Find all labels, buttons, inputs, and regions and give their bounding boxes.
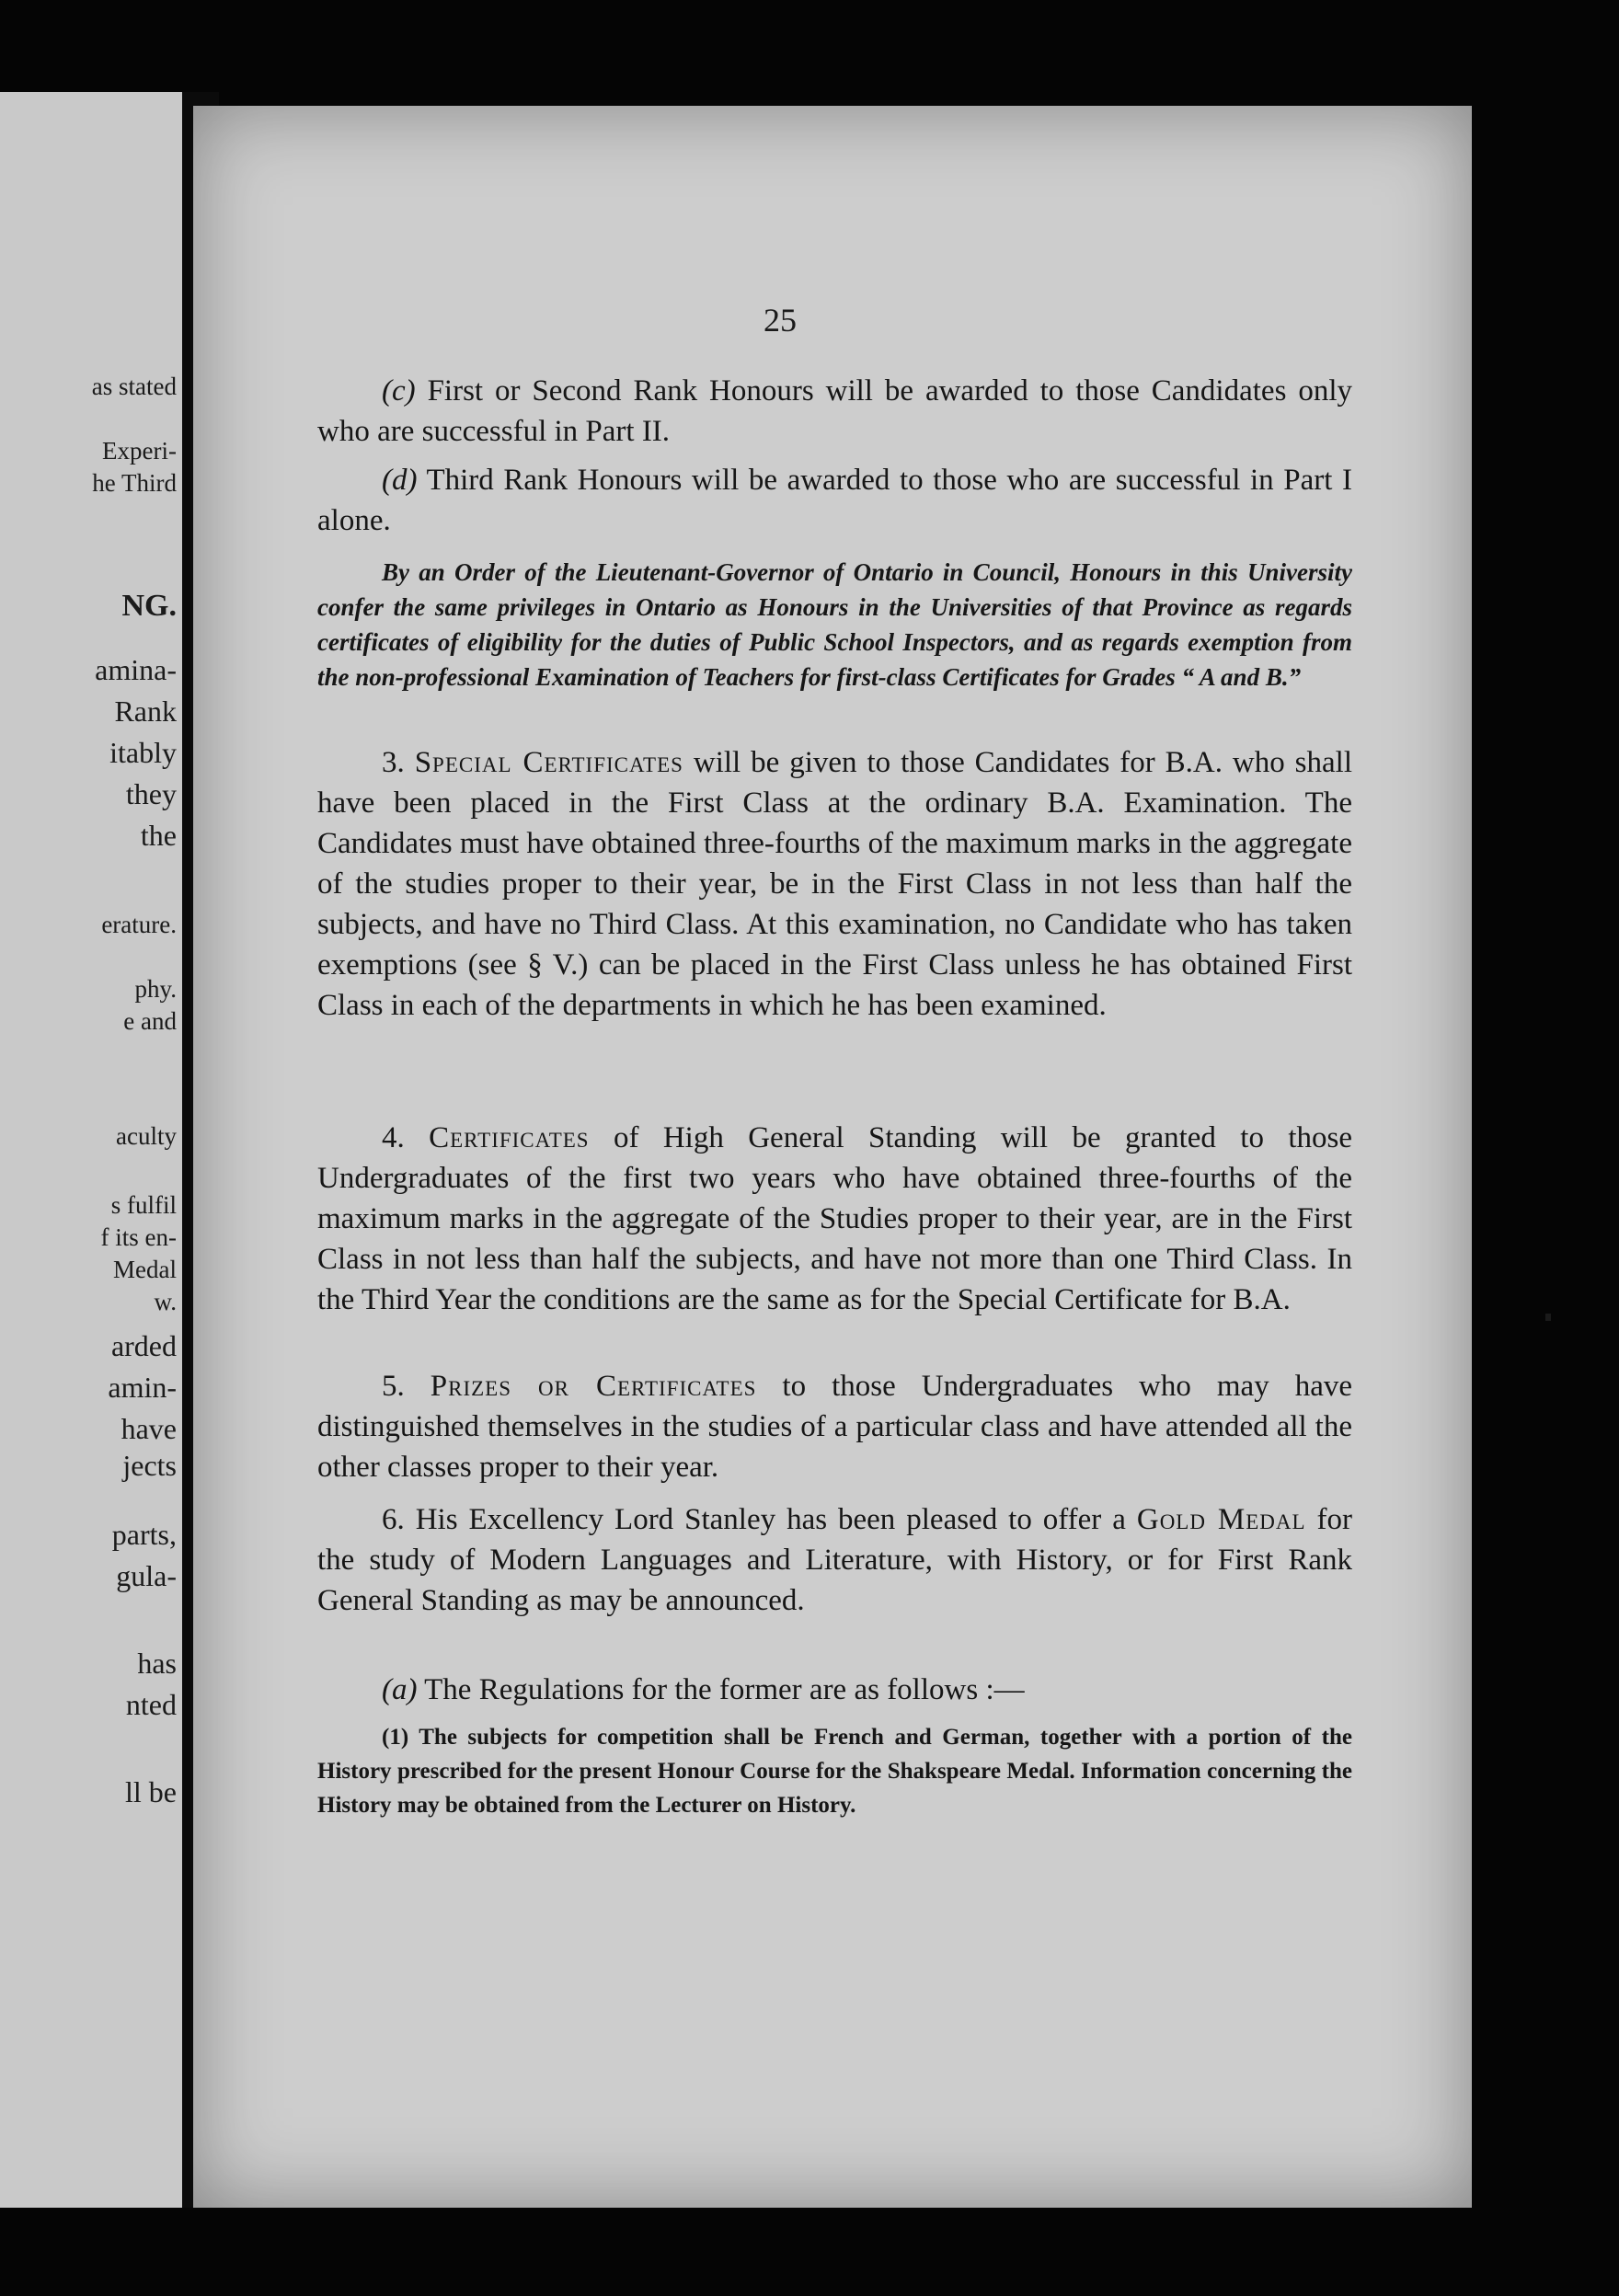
paragraph-d <box>317 460 1352 541</box>
left-text: as stated <box>91 373 177 400</box>
left-text: NG. <box>121 589 177 623</box>
paragraph-text: The Regulations for the former are as follows :— <box>424 1673 1025 1706</box>
paragraph-label: (a) <box>382 1673 418 1706</box>
paragraph-4 <box>317 1118 1352 1320</box>
paragraph-heading: Gold Medal <box>1136 1503 1306 1536</box>
paragraph-label: (c) <box>382 374 416 408</box>
left-text: arded <box>110 1329 177 1362</box>
left-text: erature. <box>101 911 177 938</box>
paragraph-6 <box>317 1499 1352 1621</box>
paragraph-number: 3. <box>382 746 405 779</box>
left-text: w. <box>154 1288 177 1315</box>
paragraph-text: to those Undergraduates who may have distinguished themselves in the studies of a particular class and have attended all the other classes proper to their year. <box>317 1370 1352 1484</box>
left-text: aculty <box>116 1122 177 1150</box>
paragraph-heading: Special Certificates <box>414 746 683 779</box>
paragraph-text: for the study of Modern Languages and Literature, with History, or for First Rank General Standing as may be announced. <box>317 1503 1353 1617</box>
paragraph-text: His Excellency Lord Stanley has been pleased to offer a <box>415 1503 1126 1536</box>
left-text: Rank <box>114 695 177 728</box>
left-text: itably <box>109 736 177 769</box>
regulation-1 <box>317 1720 1352 1822</box>
left-text: has <box>137 1647 177 1680</box>
paragraph-text: will be given to those Candidates for B.A. who shall have been placed in the First Class at the ordinary B.A. Examination. The Candidates must have obtained three-fourths of the maximum marks in the aggregate of the studies proper to their year, be in the First Class in not less than half the subjects, and have no Third Class. At this examination, no Candidate who has taken exemptions (see § V.) can be placed in the First Class unless he has obtained First Class in each of the departments in which he has been examined. <box>317 746 1353 1022</box>
left-text: the <box>140 819 177 852</box>
left-text: amina- <box>95 653 177 686</box>
left-text: Experi- <box>102 437 177 465</box>
left-text: parts, <box>111 1518 177 1551</box>
paragraph-number: 6. <box>382 1503 405 1536</box>
left-text: phy. <box>134 975 177 1003</box>
left-text: f its en- <box>100 1223 177 1251</box>
left-text: amin- <box>108 1371 177 1404</box>
left-text: they <box>125 777 177 810</box>
left-text: e and <box>123 1007 177 1035</box>
left-text: he Third <box>92 469 177 497</box>
paragraph-text: First or Second Rank Honours will be awarded to those Candidates only who are successful in Part II. <box>317 374 1352 448</box>
paragraph-c <box>317 371 1352 452</box>
left-text: ll be <box>125 1775 177 1808</box>
paragraph-number: 4. <box>382 1121 405 1154</box>
council-order-note: By an Order of the Lieutenant-Governor of Ontario in Council, Honours in this University confer the same privileges in Ontario as Honours in the Universities of that Province as regards certificates of eligibility for the duties of Public School Inspectors, and as regards exemption from the non-professional Examination of Teachers for first-class Certificates for Grades “ A and B.” <box>317 558 1352 691</box>
page-number: 25 <box>764 302 797 339</box>
paragraph-label: (d) <box>382 464 418 497</box>
document-page <box>193 106 1472 2208</box>
regulation-number: (1) <box>382 1725 409 1750</box>
left-page-fragment <box>0 92 182 2208</box>
left-text: Medal <box>113 1256 177 1283</box>
left-text: gula- <box>116 1559 177 1592</box>
paragraph-5 <box>317 1366 1352 1487</box>
paragraph-heading: Prizes or Certificates <box>430 1370 757 1403</box>
regulation-text: The subjects for competition shall be French and German, together with a portion of the History prescribed for the present Honour Course for the Shakspeare Medal. Information concerning the History may be obtained from the Lecturer on History. <box>317 1725 1352 1818</box>
paragraph-text: of High General Standing will be granted to those Undergraduates of the first two years who have obtained three-fourths of the maximum marks in the aggregate of the Studies proper to their year, are in the First Class in not less than half the subjects, and have not more than one Third Class. In the Third Year the conditions are the same as for the Special Certificate for B.A. <box>317 1121 1352 1316</box>
left-text: jects <box>122 1449 177 1482</box>
left-text: s fulfil <box>110 1191 177 1219</box>
paragraph-number: 5. <box>382 1370 405 1403</box>
scan-speck <box>1545 1314 1551 1321</box>
paragraph-heading: Certificates <box>429 1121 590 1154</box>
left-text: have <box>121 1412 177 1445</box>
paragraph-text: Third Rank Honours will be awarded to those who are successful in Part I alone. <box>317 464 1352 537</box>
paragraph-a <box>317 1670 1352 1710</box>
paragraph-3 <box>317 742 1352 1026</box>
left-text: nted <box>125 1688 177 1721</box>
